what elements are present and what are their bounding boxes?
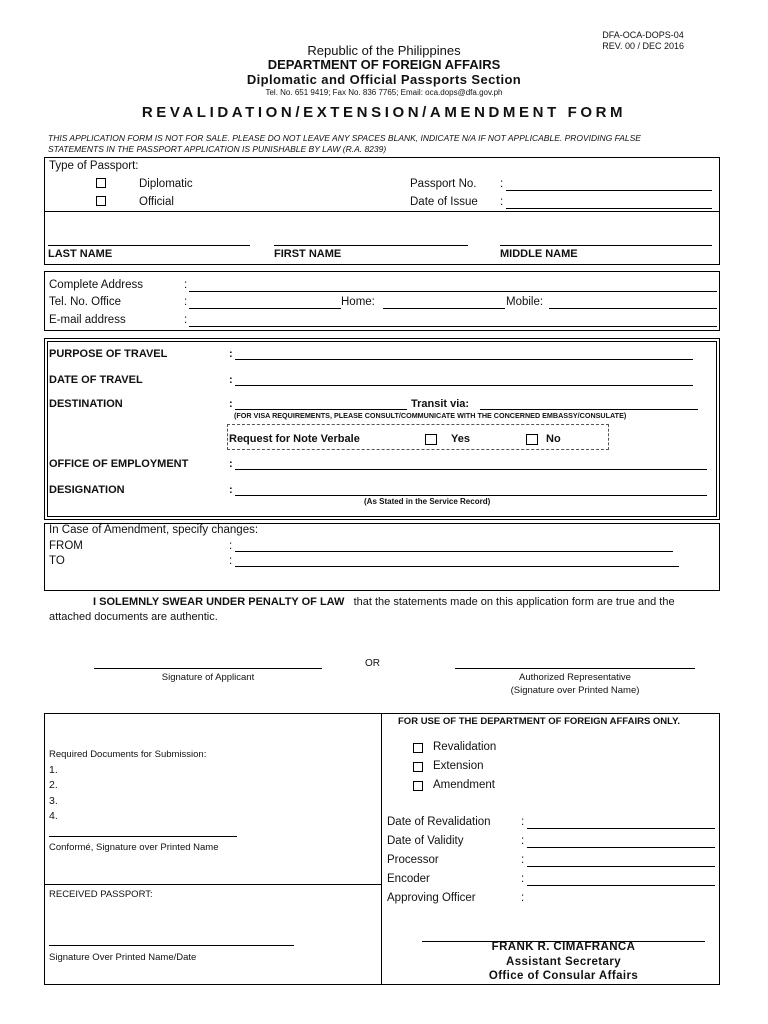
destination-field[interactable] [235, 409, 407, 410]
notice-text [48, 133, 728, 155]
to-label: TO [49, 555, 65, 567]
passport-no-field[interactable] [506, 190, 712, 191]
colon: : [184, 296, 188, 308]
required-item-4: 4. [49, 810, 58, 822]
designation-field[interactable] [235, 495, 707, 496]
notice-line-2: STATEMENTS IN THE PASSPORT APPLICATION IS PUNISHABLE BY LAW (R.A. 8239) [48, 144, 387, 154]
service-record-note: (As Stated in the Service Record) [364, 497, 491, 506]
form-revision: REV. 00 / DEC 2016 [602, 41, 684, 51]
required-documents-label: Required Documents for Submission: [49, 749, 207, 760]
oath-rest: that the statements made on this application form are true and the [353, 596, 675, 608]
contact-line: Tel. No. 651 9419; Fax No. 836 7765; Email: oca.dops@dfa.gov.ph [265, 88, 503, 97]
colon: : [229, 484, 233, 496]
revalidation-label: Revalidation [433, 741, 497, 753]
applicant-signature-label: Signature of Applicant [161, 672, 255, 683]
colon: : [229, 540, 233, 552]
passport-type-label: Type of Passport: [49, 160, 139, 172]
date-of-validity-label: Date of Validity [387, 835, 464, 847]
note-verbale-yes-checkbox[interactable] [425, 434, 437, 445]
extension-label: Extension [433, 760, 484, 772]
encoder-field[interactable] [527, 885, 715, 886]
office-label: OFFICE OF EMPLOYMENT [49, 458, 189, 470]
received-passport-label: RECEIVED PASSPORT: [49, 889, 153, 900]
tel-office-label: Tel. No. Office [49, 296, 122, 308]
designation-label: DESIGNATION [49, 484, 125, 496]
visa-note: (FOR VISA REQUIREMENTS, PLEASE CONSULT/COMMUNICATE WITH THE CONCERNED EMBASSY/CONSULATE) [234, 411, 627, 420]
first-name-field[interactable] [274, 245, 468, 246]
colon: : [521, 854, 525, 866]
colon: : [184, 279, 188, 291]
required-item-3: 3. [49, 795, 58, 807]
middle-name-field[interactable] [500, 245, 712, 246]
encoder-label: Encoder [387, 873, 430, 885]
from-field[interactable] [235, 551, 673, 552]
middle-name-label: MIDDLE NAME [500, 248, 578, 260]
yes-label: Yes [451, 433, 470, 445]
date-of-revalidation-label: Date of Revalidation [387, 816, 491, 828]
extension-checkbox[interactable] [413, 762, 423, 772]
amendment-label: Amendment [433, 779, 496, 791]
conforme-signature-line[interactable] [49, 836, 237, 837]
received-signature-label: Signature Over Printed Name/Date [49, 952, 197, 963]
colon: : [229, 458, 233, 470]
colon: : [500, 178, 504, 190]
processor-label: Processor [387, 854, 439, 866]
to-field[interactable] [235, 566, 679, 567]
colon: : [229, 374, 233, 386]
signatory-office: Office of Consular Affairs [488, 970, 639, 982]
date-of-revalidation-field[interactable] [527, 828, 715, 829]
divider [44, 211, 720, 212]
revalidation-checkbox[interactable] [413, 743, 423, 753]
colon: : [184, 314, 188, 326]
note-verbale-label: Request for Note Verbale [229, 433, 360, 445]
mobile-field[interactable] [549, 308, 717, 309]
colon: : [229, 348, 233, 360]
colon: : [521, 873, 525, 885]
transit-label: Transit via: [411, 398, 470, 410]
passport-no-label: Passport No. [410, 178, 477, 190]
colon: : [229, 398, 233, 410]
home-field[interactable] [383, 308, 505, 309]
tel-office-field[interactable] [189, 308, 341, 309]
date-of-travel-field[interactable] [235, 385, 693, 386]
colon: : [229, 555, 233, 567]
signatory-name: FRANK R. CIMAFRANCA [491, 941, 636, 953]
required-item-1: 1. [49, 764, 58, 776]
purpose-label: PURPOSE OF TRAVEL [49, 348, 168, 360]
mobile-label: Mobile: [506, 296, 544, 308]
last-name-field[interactable] [48, 245, 250, 246]
contact-section [44, 271, 720, 331]
from-label: FROM [49, 540, 83, 552]
email-label: E-mail address [49, 314, 126, 326]
amendment-checkbox[interactable] [413, 781, 423, 791]
first-name-label: FIRST NAME [274, 248, 342, 260]
email-field[interactable] [189, 326, 717, 327]
conforme-label: Conformé, Signature over Printed Name [49, 842, 219, 853]
address-field[interactable] [189, 291, 717, 292]
colon: : [521, 816, 525, 828]
address-label: Complete Address [49, 279, 143, 291]
department-heading: DEPARTMENT OF FOREIGN AFFAIRS [267, 57, 501, 72]
dfa-use-title: FOR USE OF THE DEPARTMENT OF FOREIGN AFFAIRS ONLY. [398, 716, 681, 727]
date-of-travel-label: DATE OF TRAVEL [49, 374, 143, 386]
republic-heading: Republic of the Philippines [307, 43, 461, 58]
last-name-label: LAST NAME [48, 248, 113, 260]
office-field[interactable] [235, 469, 707, 470]
date-of-validity-field[interactable] [527, 847, 715, 848]
note-verbale-no-checkbox[interactable] [526, 434, 538, 445]
or-label: OR [365, 658, 380, 669]
representative-sub-label: (Signature over Printed Name) [510, 685, 640, 696]
no-label: No [546, 433, 561, 445]
transit-field[interactable] [480, 409, 698, 410]
signatory-title: Assistant Secretary [506, 956, 621, 968]
diplomatic-checkbox[interactable] [96, 178, 106, 188]
representative-label: Authorized Representative [519, 672, 631, 683]
official-checkbox[interactable] [96, 196, 106, 206]
oath-line-2: attached documents are authentic. [49, 611, 218, 623]
section-heading: Diplomatic and Official Passports Section [246, 72, 522, 87]
processor-field[interactable] [527, 866, 715, 867]
panel-divider [381, 713, 382, 985]
purpose-field[interactable] [235, 359, 693, 360]
approving-officer-label: Approving Officer [387, 892, 476, 904]
notice-line-1: THIS APPLICATION FORM IS NOT FOR SALE. PLEASE DO NOT LEAVE ANY SPACES BLANK, INDICATE N/A IF NOT APPLICABLE. PROVIDING FALSE [48, 133, 641, 143]
left-panel-divider [44, 884, 381, 885]
representative-signature-line[interactable] [455, 668, 695, 669]
required-item-2: 2. [49, 779, 58, 791]
destination-label: DESTINATION [49, 398, 123, 410]
received-signature-line[interactable] [49, 945, 294, 946]
oath-statement [49, 595, 729, 625]
form-code: DFA-OCA-DOPS-04 [602, 30, 684, 40]
official-label: Official [139, 196, 174, 208]
oath-bold: I SOLEMNLY SWEAR UNDER PENALTY OF LAW [93, 596, 345, 608]
colon: : [521, 892, 525, 904]
date-of-issue-label: Date of Issue [410, 196, 478, 208]
colon: : [521, 835, 525, 847]
date-of-issue-field[interactable] [506, 208, 712, 209]
home-label: Home: [341, 296, 375, 308]
amendment-title: In Case of Amendment, specify changes: [49, 524, 259, 536]
colon: : [500, 196, 504, 208]
diplomatic-label: Diplomatic [139, 178, 193, 190]
applicant-signature-line[interactable] [94, 668, 322, 669]
form-title: REVALIDATION/EXTENSION/AMENDMENT FORM [141, 104, 627, 121]
